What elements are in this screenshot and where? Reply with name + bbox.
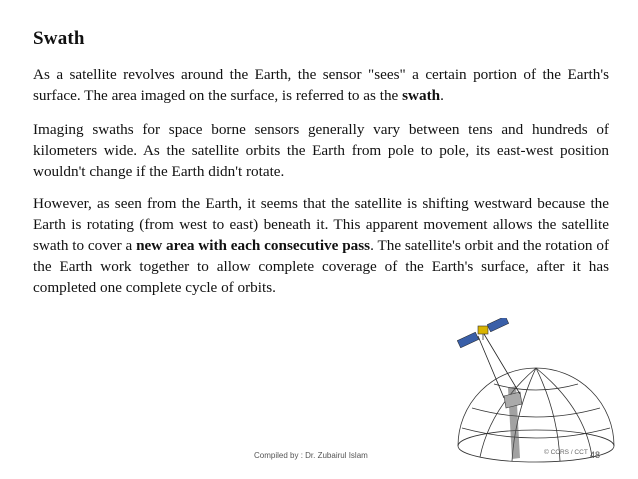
page-number: 48 xyxy=(590,450,601,460)
paragraph-text: As a satellite revolves around the Earth, the sensor "sees" a certain portion of the Earth's surface. The area imaged on the surface, is referred to as the xyxy=(33,66,609,104)
swath-footprint xyxy=(504,392,522,408)
globe-meridian xyxy=(536,368,592,457)
satellite-swath-illustration xyxy=(420,318,630,468)
paragraph-text: Imaging swaths for space borne sensors generally vary between tens and hundreds of kilometers wide. As the satellite orbits the Earth from pole to pole, its east-west position wouldn't change if the Earth didn't rotate. xyxy=(33,121,609,180)
paragraph-earth-rotation xyxy=(33,193,609,298)
footer-credit: Compiled by : Dr. Zubairul Islam xyxy=(254,451,368,460)
globe-parallel xyxy=(472,408,600,417)
paragraph-swath-width xyxy=(33,119,609,182)
globe-meridian xyxy=(536,368,560,461)
bold-term-swath: swath xyxy=(402,87,441,104)
satellite-icon xyxy=(457,318,509,348)
globe-meridian xyxy=(480,368,536,457)
globe-parallel xyxy=(462,428,610,438)
globe-parallel xyxy=(494,384,578,390)
paragraph-text-end: . xyxy=(440,87,444,104)
paragraph-swath-definition xyxy=(33,64,609,106)
page-title: Swath xyxy=(33,28,85,49)
paragraph-text: However, as seen from the Earth, it seems that the satellite is shifting westward because the Earth is rotating (from west to east) beneath it. This apparent movement allows the satellite swath to cover a xyxy=(33,195,609,254)
figure-credit: © CCRS / CCT xyxy=(544,449,588,456)
paragraph-text-end: . The satellite's orbit and the rotation of the Earth work together to allow complete coverage of the Earth's surface, after it has completed one complete cycle of orbits. xyxy=(33,237,610,296)
bold-term-new-area: new area with each consecutive pass xyxy=(136,237,371,254)
